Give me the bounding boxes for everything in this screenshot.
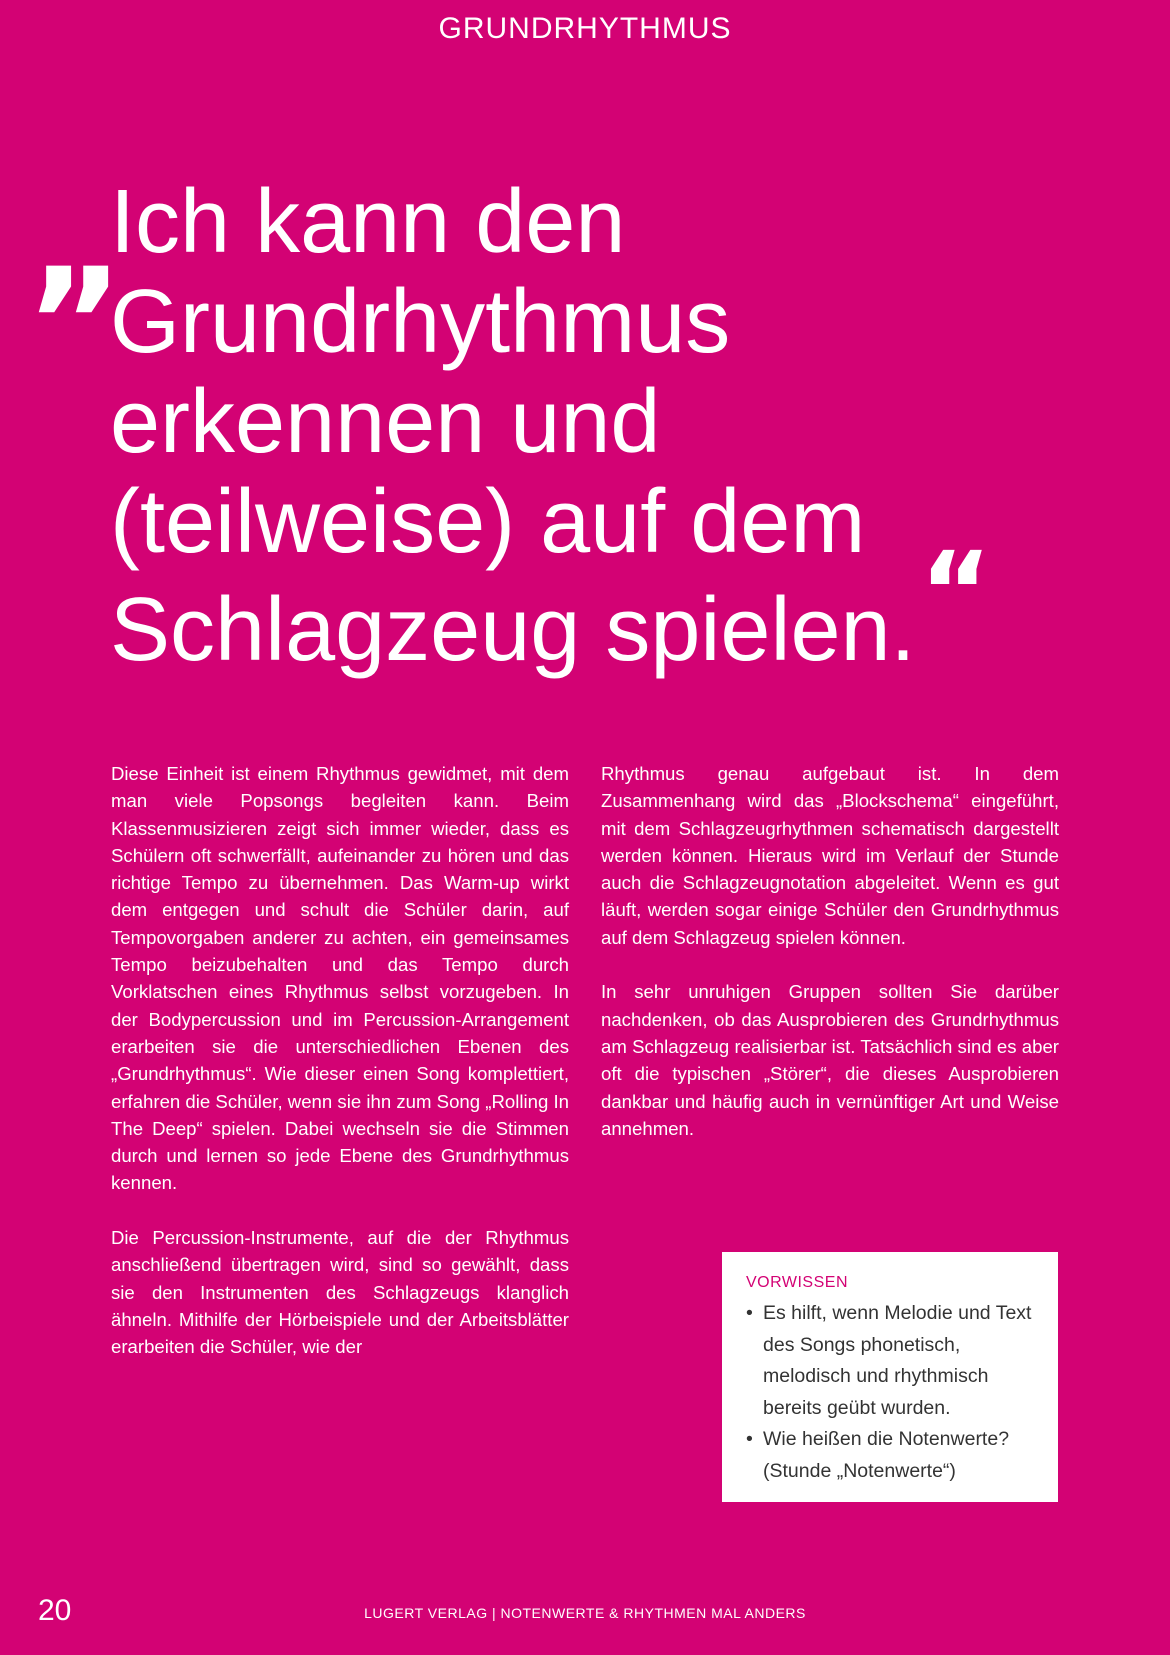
footer-text: LUGERT VERLAG | NOTENWERTE & RHYTHMEN MAL ANDERS: [364, 1605, 806, 1621]
body-paragraph: In sehr unruhigen Gruppen sollten Sie darüber nachdenken, ob das Ausprobieren des Grundrhythmus am Schlagzeug realisierbar ist. Tatsächlich sind es aber oft die typischen „Störer“, die dieses Ausprobieren dankbar und häufig auch in vernünftiger Art und Weise annehmen.: [601, 981, 1059, 1139]
list-item: [746, 1298, 1040, 1424]
quote-line-text: Schlagzeug spielen.: [110, 580, 916, 680]
pull-quote: [110, 172, 1070, 680]
closing-quote-mark: “: [919, 528, 992, 656]
list-item: [746, 1424, 1040, 1487]
body-paragraph: Diese Einheit ist einem Rhythmus gewidmet, mit dem man viele Popsongs begleiten kann. Beim Klassenmusizieren zeigt sich immer wieder, dass es Schülern oft schwerfällt, aufeinander zu hören und das richtige Tempo zu übernehmen. Das Warm-up wirkt dem entgegen und schult die Schüler darin, auf Tempovorgaben anderer zu achten, ein gemeinsames Tempo beizubehalten und das Tempo durch Vorklatschen eines Rhythmus selbst vorzugeben. In der Bodypercussion und im Percussion-Arrangement erarbeiten sie die unterschiedlichen Ebenen des „Grundrhythmus“. Wie dieser einen Song komplettiert, erfahren die Schüler, wenn sie ihn zum Song „Rolling In The Deep“ spielen. Dabei wechseln sie die Stimmen durch und lernen so jede Ebene des Grundrhythmus kennen.: [111, 763, 569, 1194]
vorwissen-list: [746, 1298, 1040, 1487]
page-number: 20: [38, 1594, 72, 1627]
list-item-text: Es hilft, wenn Melodie und Text des Songs phonetisch, melodisch und rhythmisch bereits geübt wurden.: [763, 1302, 1032, 1419]
bullet-icon: •: [746, 1302, 753, 1324]
section-title: GRUNDRHYTHMUS: [438, 12, 732, 45]
bullet-icon: •: [746, 1428, 753, 1450]
quote-line: Ich kann den: [110, 172, 626, 272]
list-item-text: Wie heißen die Notenwerte? (Stunde „Notenwerte“): [763, 1428, 1010, 1482]
vorwissen-title: VORWISSEN: [746, 1274, 848, 1291]
quote-line: erkennen und: [110, 372, 661, 472]
opening-quote-mark: „: [28, 156, 127, 330]
body-paragraph: Rhythmus genau aufgebaut ist. In dem Zusammenhang wird das „Blockschema“ eingeführt, mit dem Schlagzeugrhythmen schematisch dargestellt werden können. Hieraus wird im Verlauf der Stunde auch die Schlagzeugnotation abgeleitet. Wenn es gut läuft, werden sogar einige Schüler den Grundrhythmus auf dem Schlagzeug spielen können.: [601, 763, 1059, 948]
body-column-right: [601, 760, 1059, 1169]
quote-line: (teilweise) auf dem: [110, 472, 866, 572]
quote-line: Grundrhythmus: [110, 272, 731, 372]
body-column-left: [111, 760, 569, 1388]
quote-line-last: [110, 528, 1070, 680]
body-paragraph: Die Percussion-Instrumente, auf die der Rhythmus anschließend übertragen wird, sind so gewählt, dass sie den Instrumenten des Schlagzeugs klanglich ähneln. Mithilfe der Hörbeispiele und der Arbeitsblätter erarbeiten die Schüler, wie der: [111, 1227, 569, 1358]
vorwissen-box: [722, 1252, 1058, 1502]
